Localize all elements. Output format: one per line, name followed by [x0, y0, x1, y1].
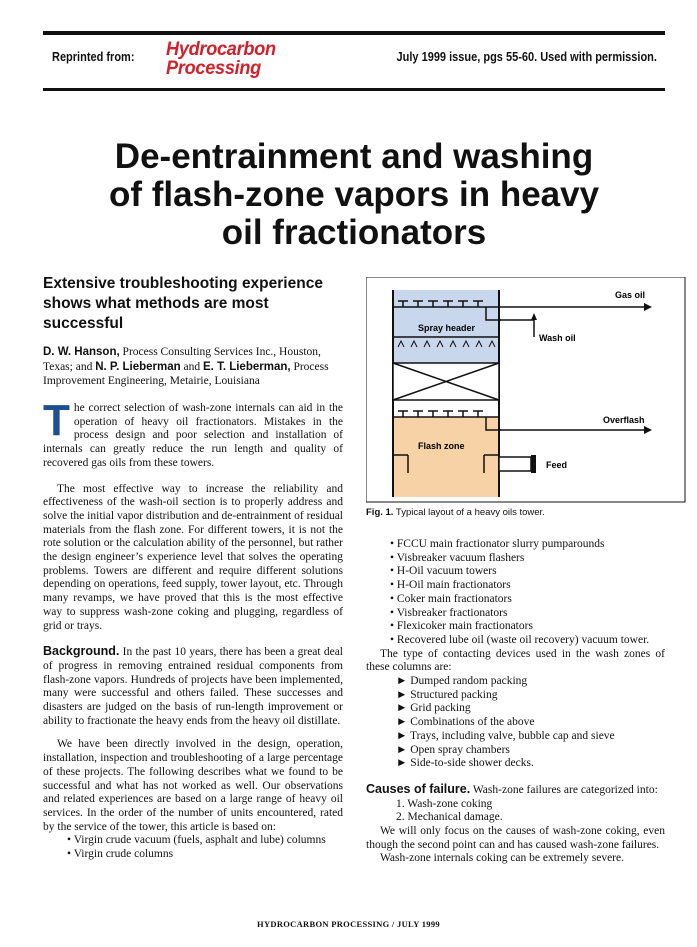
author-1: D. W. Hanson,: [43, 346, 120, 358]
list-item: • Flexicoker main fractionators: [390, 620, 533, 633]
page-footer: HYDROCARBON PROCESSING / JULY 1999: [257, 919, 440, 929]
left-column: [43, 396, 343, 862]
paragraph-effective: The most effective way to increase the reliability and effectiveness of the wash-oil section is to properly address and solve the initial vapor distribution and de-entrainment of residual materials from the flash zone. For different towers, it is not the rote solution or the calculation ability of the personnel, but rather the design engineer’s experience level that solves the operating problems. Towers are different and require different solutions depending on operations, feed supply, tower layout, etc. Through many revamps, we have proved that this is the most effective way to suppress wash-zone coking and plugging, regardless of grid or trays.: [43, 482, 343, 632]
right-column: [366, 538, 665, 866]
feed-label: Feed: [546, 460, 568, 470]
wash-oil-label: Wash oil: [539, 333, 576, 343]
device-item: ► Side-to-side shower decks.: [396, 757, 534, 770]
issue-note: July 1999 issue, pgs 55-60. Used with permission.: [396, 50, 657, 64]
cause-item: 2. Mechanical damage.: [396, 811, 503, 824]
figure-number: Fig. 1.: [366, 507, 394, 518]
list-item: • Coker main fractionators: [390, 592, 512, 605]
device-item: ► Structured packing: [396, 688, 498, 701]
intro-paragraph: [43, 396, 343, 471]
header-rule-bottom: [43, 88, 665, 91]
logo-line-2: Processing: [166, 57, 261, 79]
header-rule-top: [43, 31, 665, 35]
flash-zone-label: Flash zone: [418, 441, 465, 451]
cause-item: 1. Wash-zone coking: [396, 797, 493, 810]
author-1-affiliation: Process Consulting Services Inc., Houston, Texas; and: [43, 346, 321, 373]
author-2-3-affiliation: Process Improvement Engineering, Metairie, Louisiana: [43, 360, 329, 387]
list-item: • Virgin crude vacuum (fuels, asphalt and lube) columns: [67, 834, 326, 847]
list-item: • Recovered lube oil (waste oil recovery) vacuum tower.: [390, 633, 650, 646]
causes-heading: Causes of failure.: [366, 781, 471, 796]
intro-text: he correct selection of wash-zone internals can aid in the operation of heavy oil fractionators. Mistakes in the process design and poor selection and installation of internals can greatly reduce the run length and quality of recovered gas oils from these towers.: [43, 402, 343, 469]
feed-nozzle: [499, 457, 531, 471]
tower-diagram: [366, 277, 686, 503]
paragraph-focus: We will only focus on the causes of wash-zone coking, even though the second point can and has caused wash-zone failures.: [366, 825, 665, 851]
figure-caption-text: Typical layout of a heavy oils tower.: [393, 507, 545, 518]
author-3: E. T. Lieberman,: [203, 360, 291, 373]
hydrocarbon-processing-logo: [166, 40, 276, 78]
paragraph-background: [43, 645, 343, 728]
paragraph-causes: [366, 783, 665, 798]
list-item: • H-Oil vacuum towers: [390, 565, 497, 578]
spray-header-label: Spray header: [418, 323, 476, 333]
flash-zone-fill: [393, 417, 499, 497]
device-item: ► Combinations of the above: [396, 716, 535, 729]
gas-oil-label: Gas oil: [615, 290, 646, 300]
list-item: • Visbreaker fractionators: [390, 606, 508, 619]
background-heading: Background.: [43, 644, 120, 659]
author-and: and: [180, 360, 204, 373]
device-item: ► Open spray chambers: [396, 743, 510, 756]
logo-line-1: Hydrocarbon: [166, 38, 276, 60]
article-subtitle: Extensive troubleshooting experience shows what methods are most successful: [43, 275, 323, 332]
list-item: • Visbreaker vacuum flashers: [390, 551, 525, 564]
background-text: In the past 10 years, there has been a great deal of progress in removing entrained residual components from flash-zone vapors. Hundreds of projects have been implemented, many were successful and others failed. These successes and disasters are judged on the basis of run-length improvement or ability to fractionate the heavy ends from the heavy oil distillate.: [43, 646, 343, 727]
paragraph-coking: Wash-zone internals coking can be extremely severe.: [380, 852, 624, 865]
drop-cap: T: [43, 396, 70, 445]
device-item: ► Dumped random packing: [396, 675, 528, 688]
device-item: ► Grid packing: [396, 702, 471, 715]
paragraph-involvement: We have been directly involved in the design, operation, installation, inspection and troubleshooting of a large percentage of these projects. The following describes what we found to be successful and what has not worked as well. Our observations and related experiences are based on a large range of heavy oil services. In the order of the number of units encountered, rated by the service of the tower, this article is based on:: [43, 738, 343, 833]
list-item: • H-Oil main fractionators: [390, 579, 511, 592]
title-line-3: oil fractionators: [221, 213, 487, 252]
list-item: • FCCU main fractionator slurry pumparounds: [390, 538, 605, 550]
article-title: [43, 138, 665, 252]
author-2: N. P. Lieberman: [95, 360, 181, 373]
list-item: • Virgin crude columns: [67, 848, 174, 861]
device-item: ► Trays, including valve, bubble cap and sieve: [396, 729, 615, 742]
title-line-1: De-entrainment and washing: [114, 137, 594, 176]
reprinted-from-label: Reprinted from:: [52, 50, 135, 64]
feed-flange: [531, 455, 536, 473]
author-block: [43, 345, 343, 389]
causes-text: Wash-zone failures are categorized into:: [470, 783, 658, 796]
figure-caption: [366, 507, 545, 518]
paragraph-devices: The type of contacting devices used in the wash zones of these columns are:: [366, 647, 665, 674]
overflash-label: Overflash: [603, 415, 645, 425]
title-line-2: of flash-zone vapors in heavy: [108, 175, 600, 214]
